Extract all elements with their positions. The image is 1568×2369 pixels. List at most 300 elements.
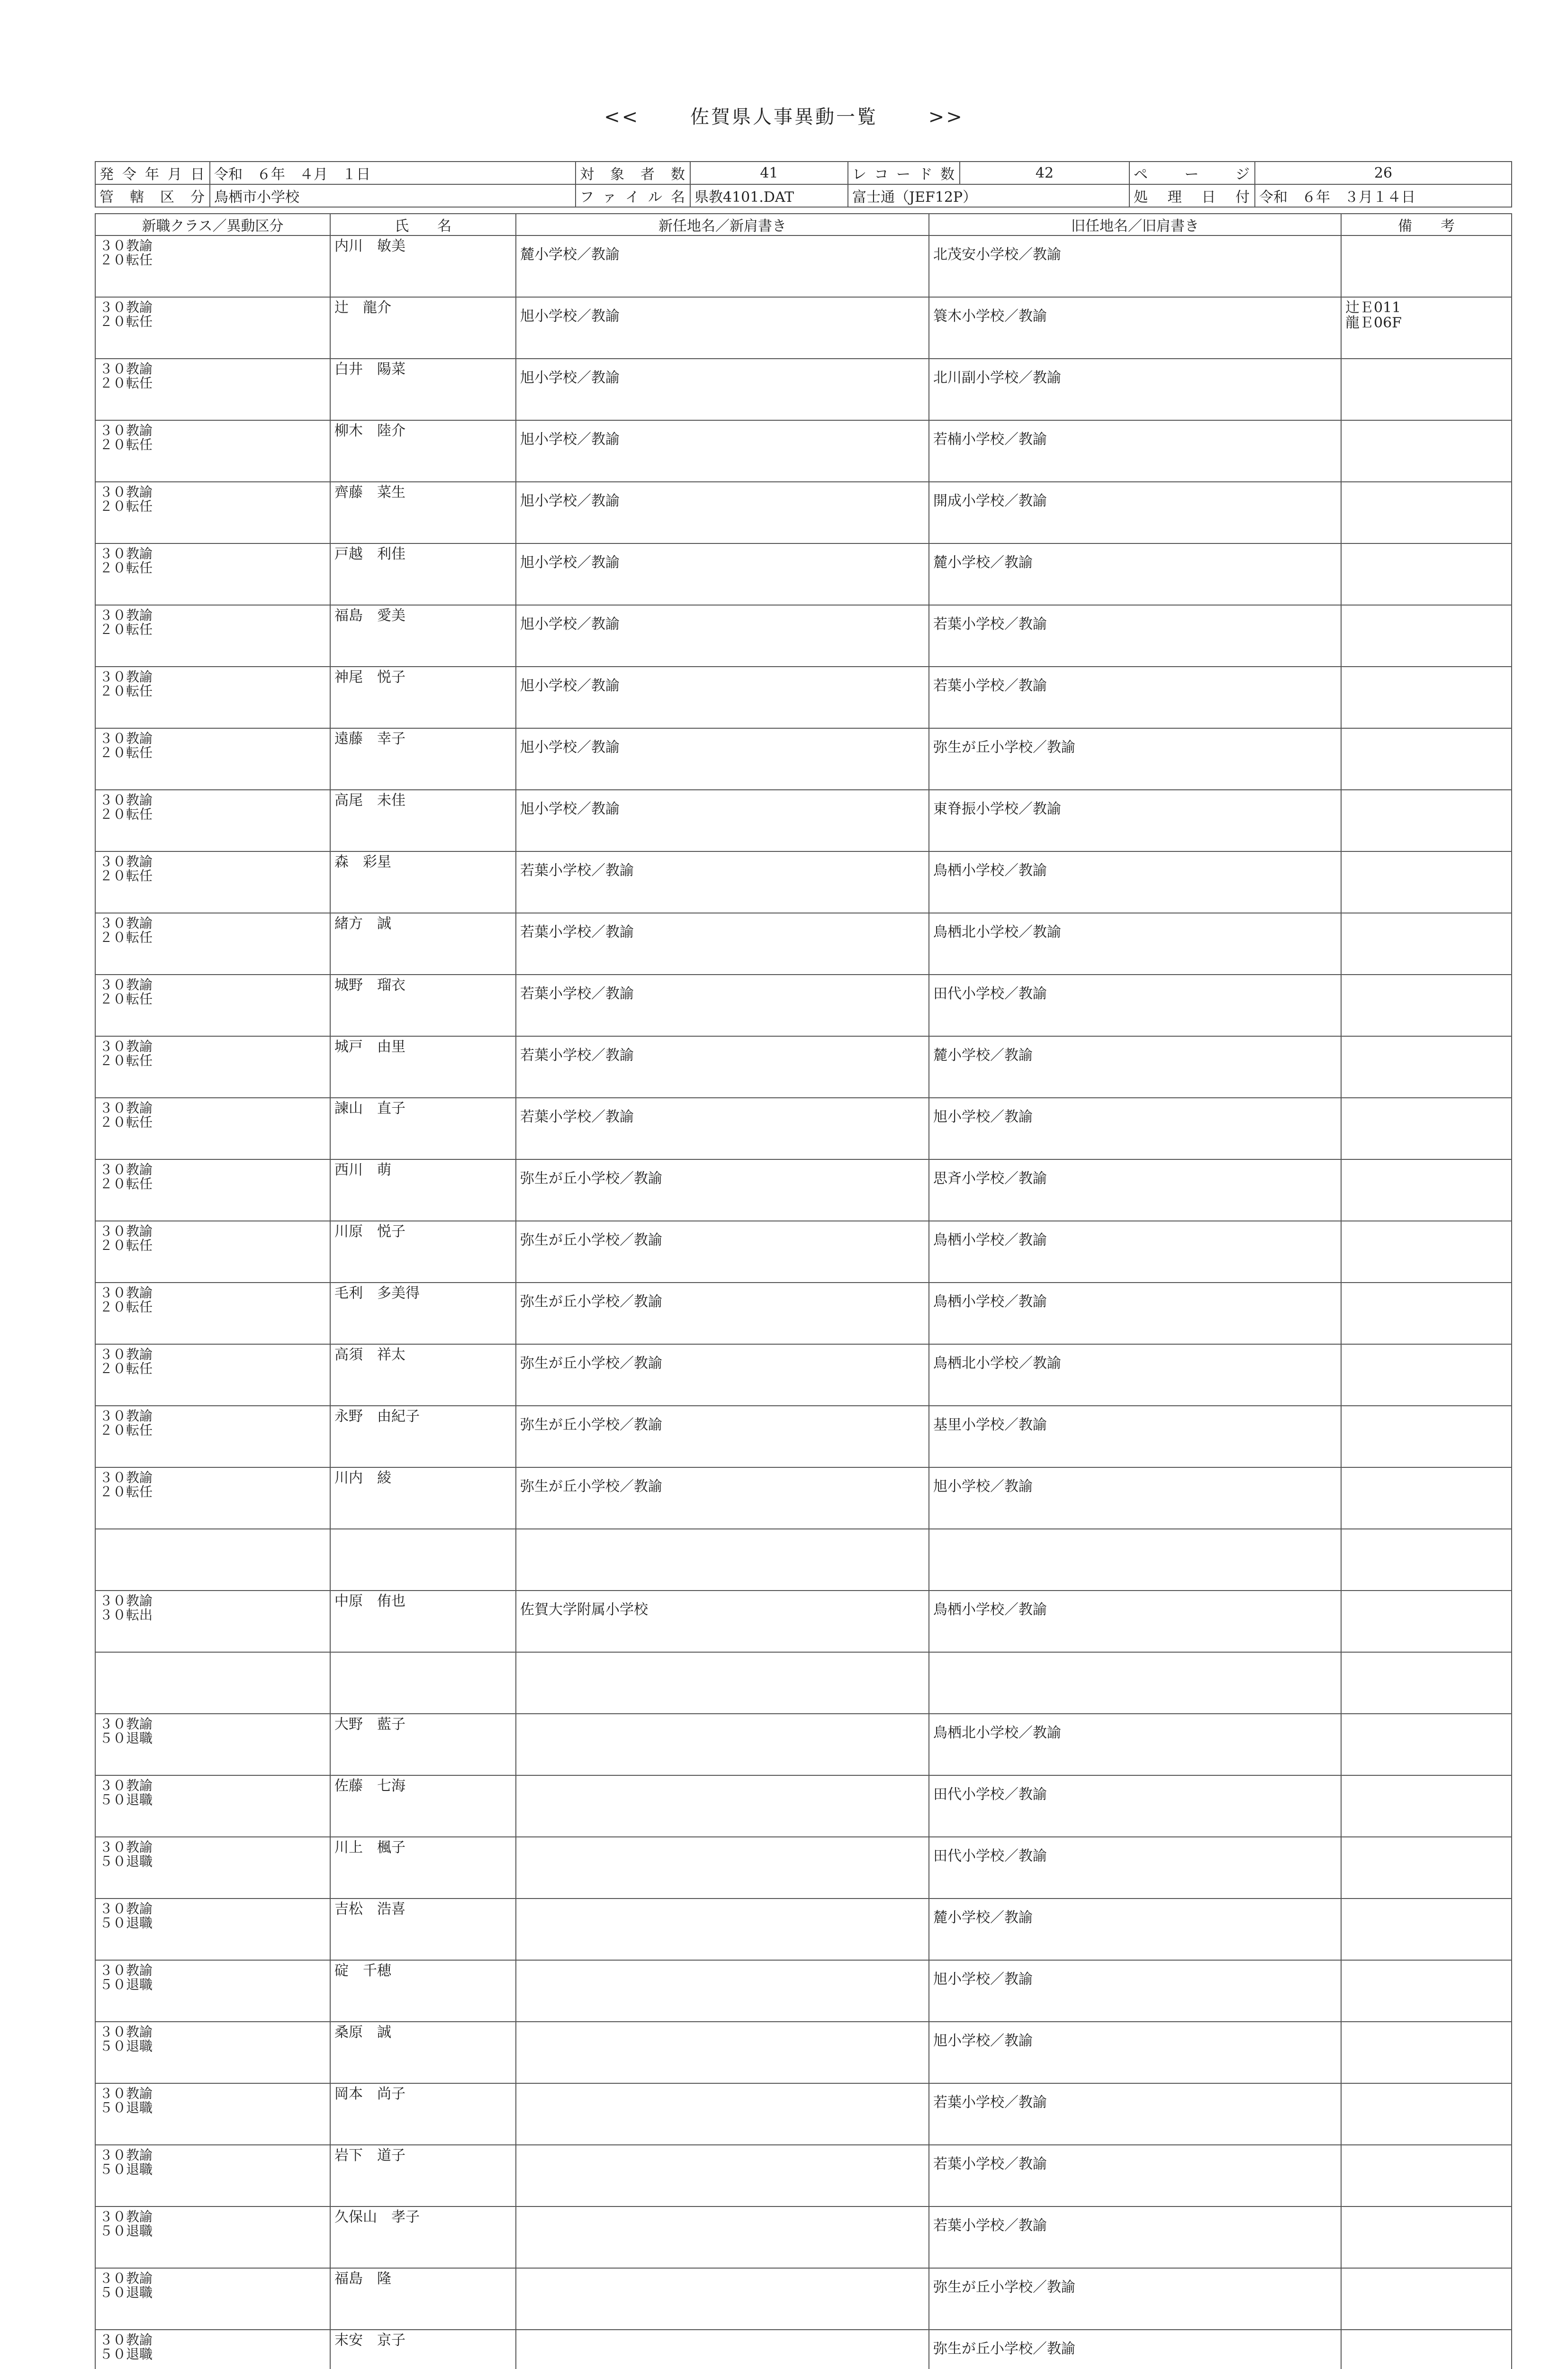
new-class: ３０教諭 (99, 854, 153, 869)
class-cell (95, 728, 330, 790)
old-post-cell: 鳥栖北小学校／教諭 (929, 913, 1341, 975)
new-post-cell (516, 1899, 929, 1960)
transfer-type: ２０転任 (99, 1299, 153, 1315)
name-cell: 川上 楓子 (330, 1837, 516, 1899)
table-row (95, 1159, 1512, 1221)
transfer-type: ２０転任 (99, 745, 153, 760)
table-row (95, 1652, 1512, 1714)
old-post-cell: 開成小学校／教諭 (929, 482, 1341, 543)
column-header-row (95, 214, 1512, 235)
new-post-cell: 若葉小学校／教諭 (516, 913, 929, 975)
new-class: ３０教諭 (99, 607, 153, 623)
name-cell: 福島 隆 (330, 2268, 516, 2330)
transfer-type: ２０転任 (99, 252, 153, 268)
class-cell (95, 851, 330, 913)
transfer-type: ２０転任 (99, 1176, 153, 1192)
new-post-cell: 旭小学校／教諭 (516, 667, 929, 728)
new-class: ３０教諭 (99, 669, 153, 685)
table-row (95, 2022, 1512, 2083)
new-class: ３０教諭 (99, 1962, 153, 1978)
new-class: ３０教諭 (99, 977, 153, 993)
table-row (95, 1899, 1512, 1960)
remarks-cell (1341, 2145, 1512, 2206)
class-cell (95, 605, 330, 667)
new-class: ３０教諭 (99, 2332, 153, 2348)
new-class: ３０教諭 (99, 1347, 153, 1362)
table-row (95, 1960, 1512, 2022)
transfer-type: ２０転任 (99, 683, 153, 699)
new-post-cell (516, 1652, 929, 1714)
new-post-cell (516, 2022, 929, 2083)
new-post-cell: 旭小学校／教諭 (516, 543, 929, 605)
name-cell: 城野 瑠衣 (330, 975, 516, 1036)
class-cell (95, 975, 330, 1036)
new-class: ３０教諭 (99, 238, 153, 253)
name-cell: 福島 愛美 (330, 605, 516, 667)
table-row (95, 2268, 1512, 2330)
new-post-cell: 旭小学校／教諭 (516, 605, 929, 667)
new-post-cell: 弥生が丘小学校／教諭 (516, 1283, 929, 1344)
column-header-old-post: 旧任地名／旧肩書き (929, 214, 1341, 235)
table-row (95, 1036, 1512, 1098)
new-class: ３０教諭 (99, 915, 153, 931)
system-value: 富士通（JEF12P） (848, 184, 1129, 207)
transfer-type: ２０転任 (99, 1238, 153, 1253)
table-row (95, 297, 1512, 359)
remarks-cell (1341, 851, 1512, 913)
new-class: ３０教諭 (99, 2086, 153, 2101)
new-class: ３０教諭 (99, 423, 153, 438)
class-cell (95, 1775, 330, 1837)
new-class: ３０教諭 (99, 1470, 153, 1485)
class-cell (95, 482, 330, 543)
target-count-value: 41 (690, 162, 848, 184)
table-row (95, 975, 1512, 1036)
table-row (95, 1406, 1512, 1467)
transfer-type: ２０転任 (99, 622, 153, 637)
table-row (95, 2083, 1512, 2145)
transfer-type: ２０転任 (99, 437, 153, 452)
remarks-cell (1341, 1714, 1512, 1775)
class-cell (95, 1899, 330, 1960)
new-post-cell: 旭小学校／教諭 (516, 359, 929, 420)
old-post-cell: 弥生が丘小学校／教諭 (929, 2268, 1341, 2330)
new-class: ３０教諭 (99, 1778, 153, 1793)
class-cell (95, 359, 330, 420)
old-post-cell: 北川副小学校／教諭 (929, 359, 1341, 420)
remarks-cell (1341, 1467, 1512, 1529)
name-cell: 大野 藍子 (330, 1714, 516, 1775)
old-post-cell: 旭小学校／教諭 (929, 1467, 1341, 1529)
old-post-cell: 田代小学校／教諭 (929, 1837, 1341, 1899)
name-cell: 永野 由紀子 (330, 1406, 516, 1467)
table-row (95, 235, 1512, 297)
old-post-cell: 鳥栖小学校／教諭 (929, 1283, 1341, 1344)
new-class: ３０教諭 (99, 484, 153, 500)
new-class: ３０教諭 (99, 1162, 153, 1177)
issue-date-value: 令和 ６年 ４月 １日 (210, 162, 576, 184)
jurisdiction-value: 鳥栖市小学校 (210, 184, 576, 207)
name-cell: 末安 京子 (330, 2330, 516, 2369)
old-post-cell: 旭小学校／教諭 (929, 1960, 1341, 2022)
old-post-cell: 若葉小学校／教諭 (929, 2145, 1341, 2206)
old-post-cell: 弥生が丘小学校／教諭 (929, 728, 1341, 790)
name-cell: 碇 千穂 (330, 1960, 516, 2022)
class-cell (95, 1529, 330, 1591)
remarks-cell (1341, 235, 1512, 297)
transfer-type: ５０退職 (99, 2161, 153, 2177)
target-count-label: 対象者数 (576, 162, 690, 184)
new-class: ３０教諭 (99, 1100, 153, 1116)
class-cell (95, 1467, 330, 1529)
old-post-cell: 基里小学校／教諭 (929, 1406, 1341, 1467)
name-cell: 川原 悦子 (330, 1221, 516, 1283)
name-cell: 遠藤 幸子 (330, 728, 516, 790)
page-value: 26 (1255, 162, 1512, 184)
old-post-cell: 麓小学校／教諭 (929, 1899, 1341, 1960)
transfer-type: ２０転任 (99, 314, 153, 329)
new-post-cell (516, 1775, 929, 1837)
column-header-new-post: 新任地名／新肩書き (516, 214, 929, 235)
name-cell: 久保山 孝子 (330, 2206, 516, 2268)
old-post-cell (929, 1529, 1341, 1591)
new-class: ３０教諭 (99, 1039, 153, 1054)
header-info-table (95, 161, 1512, 208)
column-header-class: 新職クラス／異動区分 (95, 214, 330, 235)
class-cell (95, 420, 330, 482)
remarks-cell (1341, 1775, 1512, 1837)
class-cell (95, 667, 330, 728)
transfer-type: ２０転任 (99, 1114, 153, 1130)
old-post-cell: 若葉小学校／教諭 (929, 2206, 1341, 2268)
class-cell (95, 1036, 330, 1098)
name-cell: 高須 祥太 (330, 1344, 516, 1406)
old-post-cell: 田代小学校／教諭 (929, 1775, 1341, 1837)
table-row (95, 667, 1512, 728)
transfer-type: ２０転任 (99, 806, 153, 822)
new-class: ３０教諭 (99, 1593, 153, 1609)
transfer-type: ２０転任 (99, 1053, 153, 1068)
transfer-type: ２０転任 (99, 1361, 153, 1376)
title-left-mark: << (604, 106, 640, 128)
table-row (95, 1467, 1512, 1529)
old-post-cell: 鳥栖北小学校／教諭 (929, 1714, 1341, 1775)
transfer-type: ５０退職 (99, 1792, 153, 1808)
new-class: ３０教諭 (99, 731, 153, 746)
remarks-cell (1341, 1221, 1512, 1283)
new-post-cell: 旭小学校／教諭 (516, 728, 929, 790)
remarks-cell (1341, 1899, 1512, 1960)
remarks-cell (1341, 1098, 1512, 1159)
column-header-remarks: 備 考 (1341, 214, 1512, 235)
class-cell (95, 2206, 330, 2268)
class-cell (95, 1098, 330, 1159)
old-post-cell: 麓小学校／教諭 (929, 1036, 1341, 1098)
name-cell: 桑原 誠 (330, 2022, 516, 2083)
transfer-type: ５０退職 (99, 1977, 153, 1992)
table-row (95, 1283, 1512, 1344)
name-cell: 森 彩星 (330, 851, 516, 913)
old-post-cell: 若葉小学校／教諭 (929, 605, 1341, 667)
old-post-cell: 弥生が丘小学校／教諭 (929, 2330, 1341, 2369)
new-post-cell (516, 2145, 929, 2206)
old-post-cell: 簑木小学校／教諭 (929, 297, 1341, 359)
class-cell (95, 2083, 330, 2145)
table-row (95, 482, 1512, 543)
name-cell: 中原 侑也 (330, 1591, 516, 1652)
table-row (95, 1221, 1512, 1283)
new-post-cell: 弥生が丘小学校／教諭 (516, 1406, 929, 1467)
new-class: ３０教諭 (99, 1223, 153, 1239)
transfer-type: ２０転任 (99, 991, 153, 1007)
new-post-cell (516, 2330, 929, 2369)
class-cell (95, 1714, 330, 1775)
new-class: ３０教諭 (99, 361, 153, 377)
name-cell: 白井 陽菜 (330, 359, 516, 420)
table-row (95, 543, 1512, 605)
transfer-type: ５０退職 (99, 2100, 153, 2116)
name-cell: 城戸 由里 (330, 1036, 516, 1098)
remarks-cell (1341, 1283, 1512, 1344)
new-post-cell: 佐賀大学附属小学校 (516, 1591, 929, 1652)
old-post-cell: 田代小学校／教諭 (929, 975, 1341, 1036)
remarks-cell (1341, 1960, 1512, 2022)
new-post-cell: 弥生が丘小学校／教諭 (516, 1467, 929, 1529)
name-cell: 齊藤 菜生 (330, 482, 516, 543)
remarks-cell (1341, 667, 1512, 728)
remarks-cell (1341, 2083, 1512, 2145)
transfer-type: ２０転任 (99, 375, 153, 391)
remark-line-2: 龍Ｅ06F (1345, 315, 1402, 331)
transfer-type: ２０転任 (99, 930, 153, 945)
name-cell: 辻 龍介 (330, 297, 516, 359)
title-text: 佐賀県人事異動一覧 (690, 106, 878, 128)
class-cell (95, 1960, 330, 2022)
name-cell: 高尾 未佳 (330, 790, 516, 851)
remarks-cell (1341, 1652, 1512, 1714)
transfer-type: ２０転任 (99, 560, 153, 576)
remarks-cell (1341, 420, 1512, 482)
jurisdiction-label: 管轄区分 (95, 184, 210, 207)
table-row (95, 359, 1512, 420)
new-class: ３０教諭 (99, 2024, 153, 2040)
remarks-cell (1341, 1036, 1512, 1098)
new-class: ３０教諭 (99, 1901, 153, 1917)
remarks-cell (1341, 975, 1512, 1036)
name-cell: 岡本 尚子 (330, 2083, 516, 2145)
old-post-cell (929, 1652, 1341, 1714)
name-cell: 神尾 悦子 (330, 667, 516, 728)
transfer-type: ３０転出 (99, 1607, 153, 1623)
table-row (95, 1775, 1512, 1837)
name-cell: 吉松 浩喜 (330, 1899, 516, 1960)
new-class: ３０教諭 (99, 1408, 153, 1424)
remarks-cell (1341, 1344, 1512, 1406)
remarks-cell (1341, 1529, 1512, 1591)
new-class: ３０教諭 (99, 792, 153, 808)
table-row (95, 605, 1512, 667)
remarks-cell (1341, 605, 1512, 667)
file-name-label: ファイル名 (576, 184, 690, 207)
new-post-cell: 弥生が丘小学校／教諭 (516, 1159, 929, 1221)
new-post-cell: 旭小学校／教諭 (516, 420, 929, 482)
remarks-cell (1341, 1837, 1512, 1899)
name-cell: 柳木 陸介 (330, 420, 516, 482)
table-row (95, 1098, 1512, 1159)
transfer-type: ５０退職 (99, 2285, 153, 2300)
new-post-cell (516, 1960, 929, 2022)
page-label: ペ ー ジ (1129, 162, 1255, 184)
class-cell (95, 2330, 330, 2369)
remarks-cell (1341, 359, 1512, 420)
new-post-cell: 旭小学校／教諭 (516, 790, 929, 851)
new-class: ３０教諭 (99, 299, 153, 315)
name-cell: 内川 敏美 (330, 235, 516, 297)
name-cell: 毛利 多美得 (330, 1283, 516, 1344)
class-cell (95, 543, 330, 605)
table-row (95, 2330, 1512, 2369)
class-cell (95, 1344, 330, 1406)
old-post-cell: 北茂安小学校／教諭 (929, 235, 1341, 297)
remark-line-1: 辻Ｅ011 (1345, 299, 1401, 316)
class-cell (95, 2022, 330, 2083)
new-post-cell: 麓小学校／教諭 (516, 235, 929, 297)
table-row (95, 1529, 1512, 1591)
old-post-cell: 若葉小学校／教諭 (929, 667, 1341, 728)
file-name-value: 県教4101.DAT (690, 184, 848, 207)
transfer-type: ５０退職 (99, 2038, 153, 2054)
remarks-cell (1341, 2022, 1512, 2083)
new-post-cell: 若葉小学校／教諭 (516, 1036, 929, 1098)
new-post-cell (516, 2083, 929, 2145)
old-post-cell: 鳥栖小学校／教諭 (929, 1591, 1341, 1652)
table-row (95, 1344, 1512, 1406)
record-count-label: レコード数 (848, 162, 960, 184)
transfer-type: ２０転任 (99, 868, 153, 884)
new-post-cell: 若葉小学校／教諭 (516, 975, 929, 1036)
table-row (95, 2206, 1512, 2268)
transfer-type: ２０転任 (99, 1422, 153, 1438)
remarks-cell (1341, 728, 1512, 790)
class-cell (95, 1652, 330, 1714)
new-post-cell (516, 2206, 929, 2268)
old-post-cell: 若楠小学校／教諭 (929, 420, 1341, 482)
new-post-cell: 弥生が丘小学校／教諭 (516, 1221, 929, 1283)
old-post-cell: 旭小学校／教諭 (929, 2022, 1341, 2083)
class-cell (95, 297, 330, 359)
table-row (95, 1714, 1512, 1775)
transfer-type: ５０退職 (99, 2223, 153, 2239)
table-row (95, 790, 1512, 851)
class-cell (95, 1406, 330, 1467)
name-cell: 戸越 利佳 (330, 543, 516, 605)
old-post-cell: 東脊振小学校／教諭 (929, 790, 1341, 851)
old-post-cell: 旭小学校／教諭 (929, 1098, 1341, 1159)
new-post-cell (516, 1714, 929, 1775)
class-cell (95, 2145, 330, 2206)
name-cell: 岩下 道子 (330, 2145, 516, 2206)
old-post-cell: 鳥栖北小学校／教諭 (929, 1344, 1341, 1406)
transfer-type: ５０退職 (99, 2346, 153, 2362)
header-row-1 (95, 162, 1512, 184)
issue-date-label: 発令年月日 (95, 162, 210, 184)
new-class: ３０教諭 (99, 1839, 153, 1855)
table-row (95, 851, 1512, 913)
class-cell (95, 1159, 330, 1221)
name-cell: 諫山 直子 (330, 1098, 516, 1159)
remarks-cell (1341, 543, 1512, 605)
new-class: ３０教諭 (99, 2270, 153, 2286)
new-post-cell: 旭小学校／教諭 (516, 482, 929, 543)
name-cell: 西川 萌 (330, 1159, 516, 1221)
table-row (95, 913, 1512, 975)
new-post-cell: 弥生が丘小学校／教諭 (516, 1344, 929, 1406)
remarks-cell (1341, 482, 1512, 543)
new-post-cell (516, 2268, 929, 2330)
remarks-cell (1341, 1406, 1512, 1467)
old-post-cell: 思斉小学校／教諭 (929, 1159, 1341, 1221)
transfer-type: ５０退職 (99, 1915, 153, 1931)
new-class: ３０教諭 (99, 1285, 153, 1301)
name-cell (330, 1529, 516, 1591)
new-post-cell (516, 1529, 929, 1591)
transfer-type: ５０退職 (99, 1854, 153, 1869)
new-class: ３０教諭 (99, 546, 153, 561)
name-cell: 川内 綾 (330, 1467, 516, 1529)
old-post-cell: 若葉小学校／教諭 (929, 2083, 1341, 2145)
class-cell (95, 1221, 330, 1283)
new-class: ３０教諭 (99, 2147, 153, 2163)
new-post-cell (516, 1837, 929, 1899)
process-date-label: 処理日付 (1129, 184, 1255, 207)
old-post-cell: 鳥栖小学校／教諭 (929, 851, 1341, 913)
class-cell (95, 2268, 330, 2330)
table-row (95, 1837, 1512, 1899)
record-count-value: 42 (960, 162, 1129, 184)
remarks-cell (1341, 1159, 1512, 1221)
table-row (95, 728, 1512, 790)
document-title (0, 102, 1568, 129)
new-class: ３０教諭 (99, 1716, 153, 1732)
transfer-type: ５０退職 (99, 1730, 153, 1746)
new-post-cell: 旭小学校／教諭 (516, 297, 929, 359)
new-post-cell: 若葉小学校／教諭 (516, 1098, 929, 1159)
class-cell (95, 913, 330, 975)
process-date-value: 令和 ６年 ３月１４日 (1255, 184, 1512, 207)
remarks-cell (1341, 297, 1512, 359)
remarks-cell (1341, 913, 1512, 975)
remarks-cell (1341, 1591, 1512, 1652)
remarks-cell (1341, 2206, 1512, 2268)
old-post-cell: 麓小学校／教諭 (929, 543, 1341, 605)
old-post-cell: 鳥栖小学校／教諭 (929, 1221, 1341, 1283)
transfer-type: ２０転任 (99, 1484, 153, 1500)
class-cell (95, 1837, 330, 1899)
class-cell (95, 790, 330, 851)
name-cell: 緒方 誠 (330, 913, 516, 975)
table-row (95, 1591, 1512, 1652)
name-cell (330, 1652, 516, 1714)
class-cell (95, 1283, 330, 1344)
remarks-cell (1341, 2268, 1512, 2330)
new-post-cell: 若葉小学校／教諭 (516, 851, 929, 913)
column-header-name: 氏 名 (330, 214, 516, 235)
remarks-cell (1341, 2330, 1512, 2369)
title-right-mark: >> (928, 106, 964, 128)
name-cell: 佐藤 七海 (330, 1775, 516, 1837)
header-row-2 (95, 184, 1512, 207)
class-cell (95, 235, 330, 297)
